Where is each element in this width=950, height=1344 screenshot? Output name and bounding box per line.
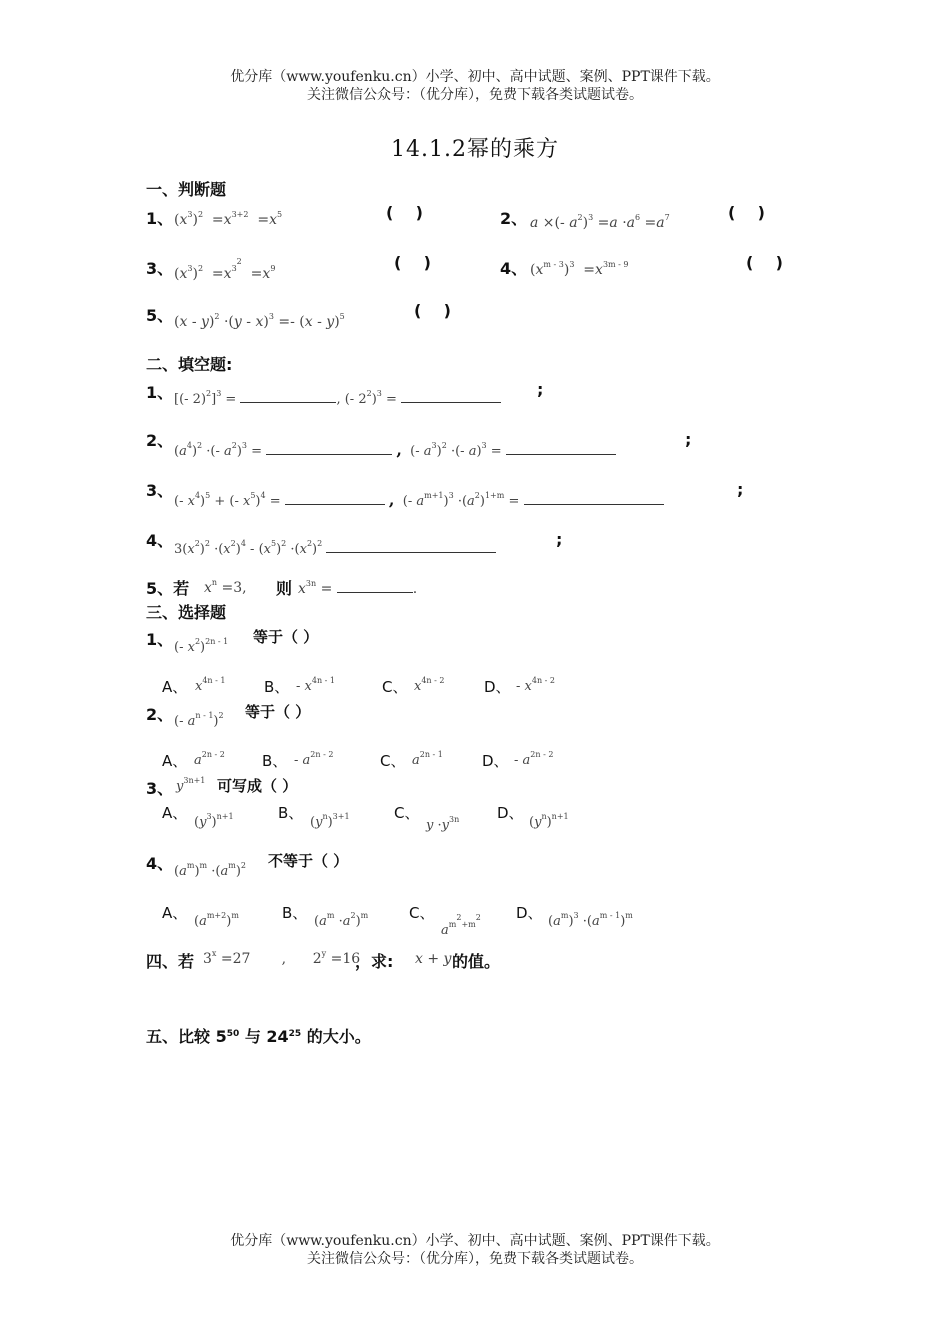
- judge-item-5-number: 5、: [146, 306, 174, 325]
- header-line-1: 优分库（www.youfenku.cn）小学、初中、高中试题、案例、PPT课件下载。: [230, 69, 720, 85]
- choice-2-option-b[interactable]: B、: [262, 752, 288, 770]
- choice-4-option-b-formula: $(a^m \cdot a^2)^m$: [314, 911, 369, 929]
- choice-3-option-c-formula: $y \cdot y^{3n}$: [426, 815, 460, 833]
- choice-item-2-stem: 等于（ ）: [245, 703, 311, 721]
- choice-item-4-stem: 不等于（ ）: [268, 852, 349, 870]
- fill-item-2-number: 2、: [146, 431, 174, 450]
- judge-item-1-number: 1、: [146, 209, 174, 228]
- fill-item-5-then: 则: [276, 579, 293, 598]
- choice-item-3-number: 3、: [146, 779, 174, 798]
- fill-item-1-number: 1、: [146, 383, 174, 402]
- fill-item-5-blank[interactable]: [337, 580, 413, 593]
- choice-item-1-formula: (- $x^2)^{2n - 1}$: [174, 637, 229, 655]
- question-4-prefix: 四、若: [146, 952, 195, 971]
- footer-line-1: 优分库（www.youfenku.cn）小学、初中、高中试题、案例、PPT课件下载。: [230, 1233, 720, 1249]
- choice-item-4-formula: $(a^m)^m \cdot(a^m)^2$: [174, 861, 246, 879]
- section-choice-heading: 三、选择题: [146, 603, 227, 622]
- judge-item-3-answer-box[interactable]: ( ): [394, 253, 431, 272]
- judge-item-4-number: 4、: [500, 259, 528, 278]
- choice-3-option-b[interactable]: B、: [278, 804, 304, 822]
- fill-item-3-blank-a[interactable]: [285, 492, 385, 505]
- fill-item-3-formula: (- $x^4)^5$ + (- $x^5)^4$ = , (- $a^{m+1})^3 \cdot(a^2)^{1+m}$ =: [174, 490, 664, 509]
- judge-item-2-formula: a ×(- $a^2)^3 =a \cdot a^6 =a^7$: [530, 213, 670, 231]
- choice-2-option-b-formula: - $a^{2n - 2}$: [294, 750, 334, 768]
- choice-3-option-d[interactable]: D、: [497, 804, 524, 822]
- choice-4-option-b[interactable]: B、: [282, 904, 308, 922]
- choice-2-option-c-formula: $a^{2n - 1}$: [412, 750, 443, 768]
- section-fill-heading: 二、填空题:: [146, 355, 233, 374]
- judge-item-2-number: 2、: [500, 209, 528, 228]
- choice-item-3-formula: $y^{3n+1}$: [176, 776, 206, 794]
- judge-item-4-formula: $(x^{m - 3})^3 =x^{3m - 9}$: [530, 260, 629, 278]
- fill-item-2-blank-a[interactable]: [266, 442, 392, 455]
- fill-item-5-condition: $x^n =3$,: [204, 578, 247, 596]
- footer-line-2: 关注微信公众号：（优分库），免费下载各类试题试卷。: [307, 1251, 643, 1267]
- fill-item-5-formula: $x^{3n}$ = .: [298, 579, 418, 597]
- choice-3-option-b-formula: $(y^n)^{3+1}$: [310, 812, 350, 830]
- choice-1-option-b-formula: - $x^{4n - 1}$: [296, 676, 335, 694]
- fill-item-1-blank-a[interactable]: [240, 390, 336, 403]
- question-4-expression: x + y: [415, 951, 452, 967]
- choice-2-option-a[interactable]: A、: [162, 752, 188, 770]
- choice-2-option-d-formula: - $a^{2n - 2}$: [514, 750, 554, 768]
- fill-item-5-number: 5、若: [146, 579, 190, 598]
- fill-item-1-semicolon: ;: [537, 380, 544, 399]
- judge-item-1-formula: $(x^3)^2 =x^{3+2} =x^5$: [174, 210, 283, 228]
- fill-item-1-blank-b[interactable]: [401, 390, 501, 403]
- section-judge-heading: 一、判断题: [146, 180, 227, 199]
- choice-1-option-a-formula: $x^{4n - 1}$: [195, 676, 226, 694]
- judge-item-4-answer-box[interactable]: ( ): [746, 253, 783, 272]
- fill-item-4-formula: $3(x^2)^2 \cdot(x^2)^4 - (x^5)^2 \cdot(x^2)^2$: [174, 540, 496, 557]
- fill-item-2-blank-b[interactable]: [506, 442, 616, 455]
- judge-item-2-answer-box[interactable]: ( ): [728, 203, 765, 222]
- choice-3-option-a-formula: $(y^3)^{n+1}$: [194, 812, 234, 830]
- page-title: 14.1.2幂的乘方: [391, 137, 559, 162]
- fill-item-1-formula: [(- 2)$^2$]$^3$ = , (- $2^2)^3$ =: [174, 390, 501, 407]
- fill-item-2-semicolon: ;: [685, 430, 692, 449]
- choice-item-2-number: 2、: [146, 705, 174, 724]
- choice-item-1-number: 1、: [146, 630, 174, 649]
- choice-2-option-c[interactable]: C、: [380, 752, 406, 770]
- question-4-ask: ，求:: [355, 952, 394, 971]
- judge-item-3-number: 3、: [146, 259, 174, 278]
- choice-4-option-a-formula: $(a^{m+2})^m$: [194, 911, 239, 929]
- choice-4-option-c[interactable]: C、: [409, 904, 435, 922]
- choice-3-option-a[interactable]: A、: [162, 804, 188, 822]
- choice-1-option-d-formula: - $x^{4n - 2}$: [516, 676, 555, 694]
- choice-4-option-c-formula: $a^{m^2+m^2}$: [441, 913, 481, 938]
- judge-item-5-answer-box[interactable]: ( ): [414, 301, 451, 320]
- fill-item-4-semicolon: ;: [556, 530, 563, 549]
- fill-item-3-number: 3、: [146, 481, 174, 500]
- question-5-text: 五、比较 $5^{50}$ 与 $24^{25}$ 的大小。: [146, 1027, 371, 1046]
- choice-2-option-d[interactable]: D、: [482, 752, 509, 770]
- fill-item-2-formula: $(a^4)^2$ ·(- $a^2)^3$ = , (- $a^3)^2$ ·(- a)$^3$ =: [174, 440, 616, 459]
- fill-item-4-blank[interactable]: [326, 540, 496, 553]
- header-line-2: 关注微信公众号：（优分库），免费下载各类试题试卷。: [307, 87, 643, 103]
- choice-1-option-d[interactable]: D、: [484, 678, 511, 696]
- question-4-suffix: 的值。: [452, 952, 501, 971]
- choice-4-option-d-formula: $(a^m)^3 \cdot(a^{m - 1})^m$: [548, 911, 633, 929]
- choice-1-option-c[interactable]: C、: [382, 678, 408, 696]
- choice-4-option-d[interactable]: D、: [516, 904, 543, 922]
- choice-1-option-b[interactable]: B、: [264, 678, 290, 696]
- choice-1-option-a[interactable]: A、: [162, 678, 188, 696]
- choice-item-1-stem: 等于（ ）: [253, 628, 319, 646]
- choice-1-option-c-formula: $x^{4n - 2}$: [414, 676, 445, 694]
- choice-item-4-number: 4、: [146, 854, 174, 873]
- choice-3-option-c[interactable]: C、: [394, 804, 420, 822]
- question-4-condition: $3^x =27$ , $2^y =16$: [203, 949, 361, 967]
- fill-item-3-blank-b[interactable]: [524, 492, 664, 505]
- judge-item-5-formula: (x - y)$^2$ ·(y - x)$^3$ =- (x - y)$^5$: [174, 312, 345, 330]
- judge-item-1-answer-box[interactable]: ( ): [386, 203, 423, 222]
- fill-item-4-number: 4、: [146, 531, 174, 550]
- choice-item-2-formula: (- $a^{n - 1})^2$: [174, 711, 224, 729]
- choice-4-option-a[interactable]: A、: [162, 904, 188, 922]
- choice-3-option-d-formula: $(y^n)^{n+1}$: [529, 812, 569, 830]
- judge-item-3-formula: $(x^3)^2 =x^{3^2} =x^9$: [174, 257, 276, 282]
- choice-item-3-stem: 可写成（ ）: [217, 777, 298, 795]
- choice-2-option-a-formula: $a^{2n - 2}$: [194, 750, 225, 768]
- fill-item-3-semicolon: ;: [737, 480, 744, 499]
